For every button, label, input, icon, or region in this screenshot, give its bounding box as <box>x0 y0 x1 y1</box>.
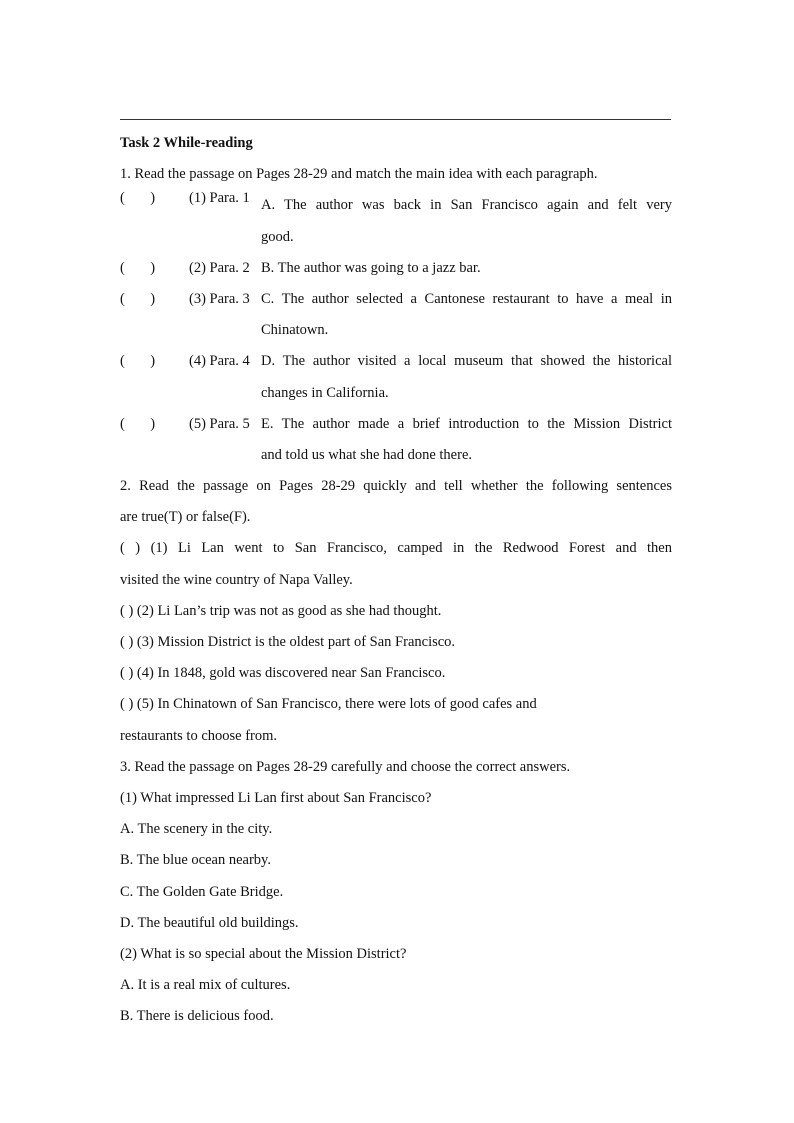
paragraph-label: (3) Para. 3 <box>189 290 250 307</box>
q3-q1-option-c: C. The Golden Gate Bridge. <box>120 883 284 900</box>
q1-row-5 <box>120 409 672 471</box>
header-rule <box>120 119 671 120</box>
answer-blank: ( ) <box>120 290 156 307</box>
q2-item-2: ( ) (2) Li Lan’s trip was not as good as she had thought. <box>120 602 442 619</box>
answer-blank: ( ) <box>120 190 156 207</box>
q3-q1-option-b: B. The blue ocean nearby. <box>120 852 271 869</box>
q2-item-4: ( ) (4) In 1848, gold was discovered near San Francisco. <box>120 665 446 682</box>
paragraph-label: (2) Para. 2 <box>189 259 250 276</box>
task-title: Task 2 While-reading <box>120 135 253 151</box>
q2-instruction-cont: are true(T) or false(F). <box>120 509 251 526</box>
option-line: B. The author was going to a jazz bar. <box>261 259 481 276</box>
q3-q2-option-b: B. There is delicious food. <box>120 1008 274 1025</box>
q2-instruction: 2. Read the passage on Pages 28-29 quickly and tell whether the following sentences <box>120 478 672 495</box>
option-line-cont: good. <box>261 228 294 245</box>
paragraph-label: (4) Para. 4 <box>189 353 250 370</box>
option-line: E. The author made a brief introduction to the Mission District <box>261 415 672 432</box>
option-line: A. The author was back in San Francisco again and felt very <box>261 197 672 214</box>
worksheet-content <box>120 128 672 1032</box>
q1-row-4 <box>120 346 672 408</box>
option-line-cont: Chinatown. <box>261 322 329 339</box>
q2-item-1: ( ) (1) Li Lan went to San Francisco, camped in the Redwood Forest and then <box>120 540 672 557</box>
paragraph-label: (5) Para. 5 <box>189 415 250 432</box>
q2-item-1-cont: visited the wine country of Napa Valley. <box>120 571 353 588</box>
option-line: D. The author visited a local museum that showed the historical <box>261 353 672 370</box>
option-line: C. The author selected a Cantonese restaurant to have a meal in <box>261 290 672 307</box>
answer-blank: ( ) <box>120 415 156 432</box>
q3-q1-option-d: D. The beautiful old buildings. <box>120 914 299 931</box>
q3-question-1: (1) What impressed Li Lan first about San Francisco? <box>120 789 432 806</box>
q3-q1-option-a: A. The scenery in the city. <box>120 821 273 838</box>
q2-item-5: ( ) (5) In Chinatown of San Francisco, there were lots of good cafes and <box>120 696 537 713</box>
q3-q2-option-a: A. It is a real mix of cultures. <box>120 977 291 994</box>
q1-instruction: 1. Read the passage on Pages 28-29 and match the main idea with each paragraph. <box>120 166 598 183</box>
q1-row-2 <box>120 253 672 284</box>
answer-blank: ( ) <box>120 259 156 276</box>
q3-question-2: (2) What is so special about the Mission District? <box>120 945 407 962</box>
q3-instruction: 3. Read the passage on Pages 28-29 carefully and choose the correct answers. <box>120 758 571 775</box>
option-line-cont: changes in California. <box>261 384 389 401</box>
option-line-cont: and told us what she had done there. <box>261 446 473 463</box>
q2-item-5-cont: restaurants to choose from. <box>120 727 278 744</box>
answer-blank: ( ) <box>120 353 156 370</box>
q1-row-3 <box>120 284 672 346</box>
q2-item-3: ( ) (3) Mission District is the oldest part of San Francisco. <box>120 634 456 650</box>
paragraph-label: (1) Para. 1 <box>189 190 250 207</box>
q1-row-1 <box>120 190 672 252</box>
